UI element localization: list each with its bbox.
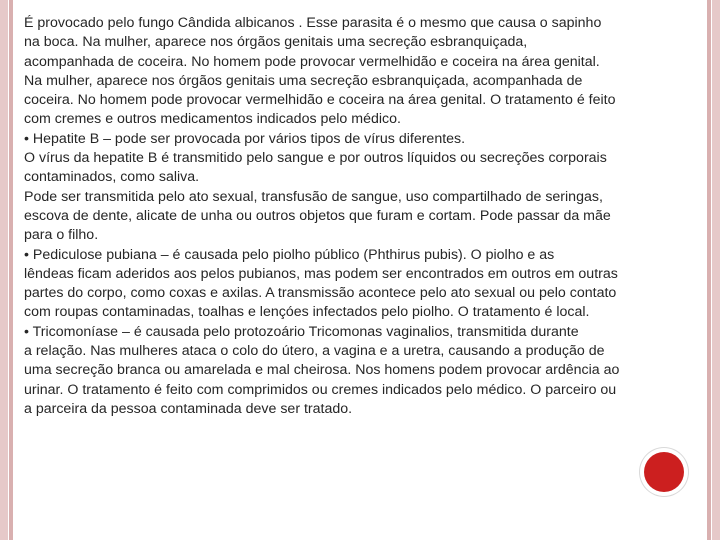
red-circle-fill <box>644 452 684 492</box>
text-line: com roupas contaminadas, toalhas e lençóes infectados pelo piolho. O tratamento é local. <box>24 304 590 321</box>
text-line: escova de dente, alicate de unha ou outros objetos que furam e cortam. Pode passar da mãe <box>24 207 611 224</box>
text-line: uma secreção branca ou amarelada e mal cheirosa. Nos homens podem provocar ardência ao <box>24 362 620 379</box>
text-line: na boca. Na mulher, aparece nos órgãos genitais uma secreção esbranquiçada, <box>24 34 528 51</box>
bullet-hepatite-b: • Hepatite B – pode ser provocada por vários tipos de vírus diferentes. <box>24 130 466 147</box>
decorative-red-circle <box>640 448 688 496</box>
text-line: partes do corpo, como coxas e axilas. A transmissão acontece pelo ato sexual ou pelo contato <box>24 285 617 302</box>
text-line: urinar. O tratamento é feito com comprimidos ou cremes indicados pelo médico. O parceiro ou <box>24 381 617 398</box>
text-line: Na mulher, aparece nos órgãos genitais uma secreção esbranquiçada, acompanhada de <box>24 72 583 89</box>
text-line: a relação. Nas mulheres ataca o colo do útero, a vagina e a uretra, causando a produção de <box>24 343 605 360</box>
text-line: para o filho. <box>24 227 99 244</box>
left-border-inner-stripe <box>9 0 13 540</box>
right-border-inner-stripe <box>707 0 711 540</box>
slide-body-text <box>24 14 700 419</box>
text-line: a parceira da pessoa contaminada deve ser tratado. <box>24 400 353 417</box>
text-line: acompanhada de coceira. No homem pode provocar vermelhidão e coceira na área genital. <box>24 53 600 70</box>
text-line: contaminados, como saliva. <box>24 169 200 186</box>
text-line: lêndeas ficam aderidos aos pelos pubianos, mas podem ser encontrados em outros em outras <box>24 265 618 282</box>
text-line: com cremes e outros medicamentos indicados pelo médico. <box>24 111 401 128</box>
text-line: É provocado pelo fungo Cândida albicanos . Esse parasita é o mesmo que causa o sapinho <box>24 15 602 31</box>
bullet-pediculose-pubiana: • Pediculose pubiana – é causada pelo piolho público (Phthirus pubis). O piolho e as <box>24 246 555 263</box>
text-line: O vírus da hepatite B é transmitido pelo sangue e por outros líquidos ou secreções corporais <box>24 150 607 167</box>
right-border-stripe <box>712 0 720 540</box>
bullet-tricomoniase: • Tricomoníase – é causada pelo protozoário Tricomonas vaginalios, transmitida durante <box>24 323 579 340</box>
left-border-stripe <box>0 0 8 540</box>
text-line: Pode ser transmitida pelo ato sexual, transfusão de sangue, uso compartilhado de seringas, <box>24 188 603 205</box>
text-line: coceira. No homem pode provocar vermelhidão e coceira na área genital. O tratamento é feito <box>24 92 616 109</box>
